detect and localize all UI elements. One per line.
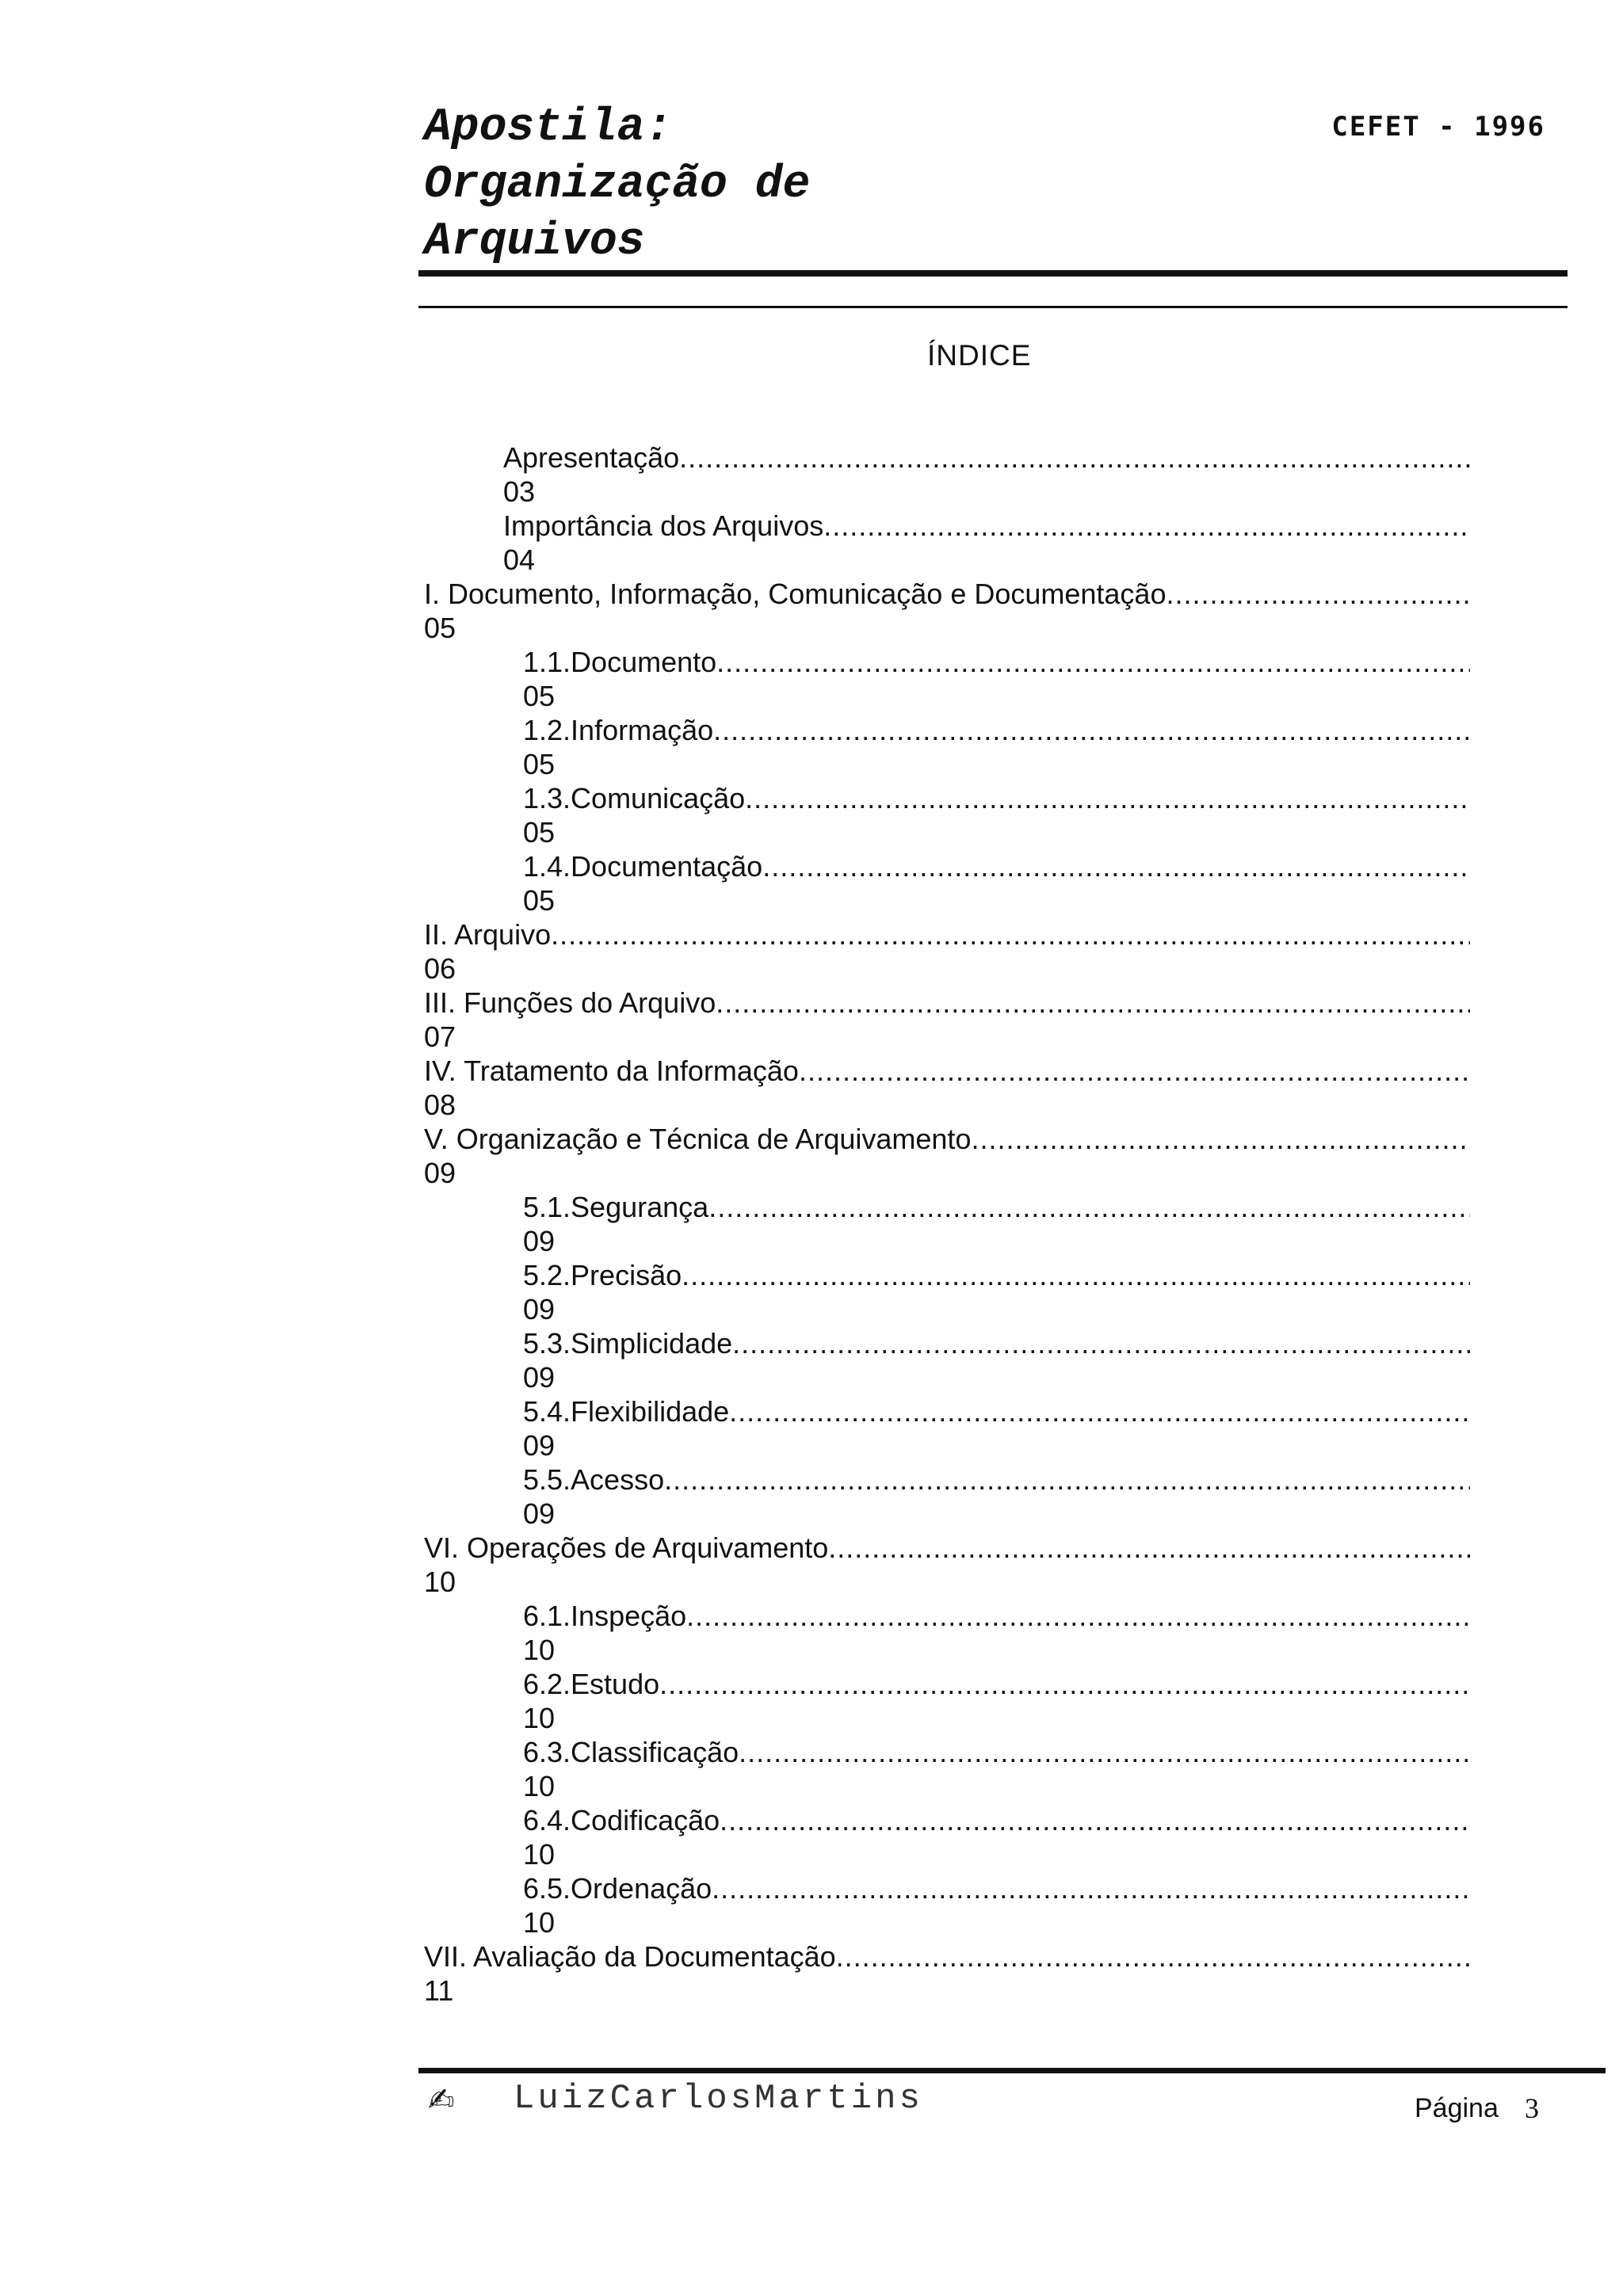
toc-entry-page: 09 [523, 1497, 556, 1530]
toc-leader-dots [659, 1667, 1470, 1701]
toc-entry-line [523, 713, 1470, 747]
toc-entry-label: Importância dos Arquivos [503, 509, 824, 542]
toc-entry [424, 1190, 1470, 1258]
toc-entry [424, 1463, 1470, 1531]
toc-entry-page: 05 [523, 884, 556, 917]
toc-entry-label: IV. Tratamento da Informação [424, 1055, 799, 1087]
toc-entry-page: 06 [424, 952, 456, 985]
toc-entry-line [523, 1394, 1470, 1428]
toc-leader-dots [716, 645, 1470, 679]
toc-entry-page: 09 [424, 1157, 456, 1189]
toc-entry-page: 11 [424, 1974, 454, 2007]
toc-entry-line [424, 986, 1470, 1020]
toc-entry-line [523, 1190, 1470, 1224]
toc-entry-line [424, 577, 1470, 611]
toc-entry-label: 5.5.Acesso [523, 1463, 665, 1496]
header-org-year: CEFET - 1996 [1331, 111, 1545, 143]
toc-leader-dots [823, 509, 1470, 543]
toc-entry-page: 10 [523, 1702, 556, 1734]
title-line: Apostila: [424, 102, 673, 154]
toc-entry-line [424, 917, 1470, 952]
toc-entry-label: 1.4.Documentação [523, 850, 763, 883]
toc-entry [424, 1054, 1470, 1122]
toc-entry [424, 1531, 1470, 1599]
toc-entry-label: VI. Operações de Arquivamento [424, 1531, 829, 1564]
toc-entry-page: 03 [503, 475, 536, 508]
toc-leader-dots [720, 1803, 1470, 1837]
toc-entry-page: 08 [424, 1089, 456, 1121]
toc-leader-dots [828, 1531, 1470, 1565]
toc-entry-page: 09 [523, 1225, 556, 1257]
toc-entry [424, 1803, 1470, 1871]
toc-entry [424, 849, 1470, 917]
toc-entry-line [424, 1531, 1470, 1565]
toc-entry-page: 09 [523, 1429, 556, 1462]
toc-entry-line [523, 1735, 1470, 1769]
toc-entry-label: V. Organização e Técnica de Arquivamento [424, 1123, 972, 1155]
toc-entry-page: 04 [503, 543, 536, 576]
toc-leader-dots [1166, 577, 1470, 611]
toc-entry-label: 6.3.Classificação [523, 1736, 739, 1768]
document-title [424, 100, 810, 271]
toc-entry [424, 1394, 1470, 1463]
toc-leader-dots [732, 1326, 1470, 1360]
writing-hand-icon: ✍ [428, 2082, 455, 2119]
toc-entry-page: 05 [523, 680, 556, 712]
toc-entry-page: 10 [523, 1906, 556, 1939]
toc-entry-page: 10 [523, 1838, 556, 1871]
toc-entry [424, 1258, 1470, 1326]
toc-leader-dots [745, 781, 1470, 815]
toc-leader-dots [713, 713, 1470, 747]
toc-entry-line [523, 1599, 1470, 1633]
toc-entry-label: 5.4.Flexibilidade [523, 1395, 730, 1428]
toc-leader-dots [739, 1735, 1470, 1769]
toc-entry-line [424, 1054, 1470, 1088]
toc-leader-dots [682, 1258, 1470, 1292]
toc-entry-label: Apresentação [503, 441, 680, 474]
toc-entry-label: 1.2.Informação [523, 714, 714, 746]
toc-entry [424, 1122, 1470, 1190]
toc-entry-line [424, 1939, 1470, 1974]
toc-entry-line [523, 645, 1470, 679]
toc-leader-dots [686, 1599, 1470, 1633]
toc-entry-line [503, 509, 1470, 543]
toc-entry [424, 645, 1470, 713]
toc-entry-label: III. Funções do Arquivo [424, 986, 716, 1019]
toc-leader-dots [716, 986, 1470, 1020]
toc-leader-dots [679, 441, 1470, 475]
toc-entry-label: II. Arquivo [424, 918, 552, 951]
toc-leader-dots [762, 849, 1470, 883]
toc-entry-page: 10 [523, 1634, 556, 1666]
toc-entry-line [523, 1871, 1470, 1905]
toc-entry-label: 6.4.Codificação [523, 1804, 720, 1836]
toc-entry [424, 1667, 1470, 1735]
toc-entry-line [424, 1122, 1470, 1156]
toc-leader-dots [708, 1190, 1470, 1224]
toc-entry [424, 917, 1470, 986]
toc-leader-dots [551, 917, 1470, 952]
toc-leader-dots [729, 1394, 1470, 1428]
toc-entry-label: VII. Avaliação da Documentação [424, 1940, 836, 1973]
toc-entry-line [523, 1803, 1470, 1837]
toc-entry-line [523, 849, 1470, 883]
toc-entry-label: 1.3.Comunicação [523, 782, 746, 814]
title-line: Arquivos [424, 216, 645, 268]
toc-entry-label: I. Documento, Informação, Comunicação e Documentação [424, 578, 1167, 610]
toc-entry [424, 577, 1470, 645]
toc-entry-page: 10 [424, 1566, 456, 1598]
toc-leader-dots [664, 1463, 1470, 1497]
toc-entry-page: 05 [523, 816, 556, 849]
toc-entry-label: 6.5.Ordenação [523, 1872, 712, 1905]
toc-entry-page: 09 [523, 1293, 556, 1325]
toc-leader-dots [971, 1122, 1470, 1156]
header-rule-thick [418, 270, 1568, 277]
toc-entry [424, 1326, 1470, 1394]
toc-entry [424, 441, 1470, 509]
footer-author: LuizCarlosMartins [514, 2079, 923, 2119]
toc-entry-page: 05 [523, 748, 556, 780]
header-rule-thin [418, 306, 1568, 308]
toc-entry [424, 1871, 1470, 1939]
toc-entry [424, 1599, 1470, 1667]
toc-entry [424, 1735, 1470, 1803]
toc-entry-label: 5.2.Precisão [523, 1259, 682, 1291]
toc-entry [424, 509, 1470, 577]
index-heading: ÍNDICE [927, 339, 1032, 372]
toc-entry [424, 713, 1470, 781]
toc-entry-line [503, 441, 1470, 475]
toc-entry-page: 07 [424, 1020, 456, 1053]
toc-entry-page: 09 [523, 1361, 556, 1394]
toc-entry-line [523, 781, 1470, 815]
toc-entry-line [523, 1326, 1470, 1360]
toc-entry-line [523, 1463, 1470, 1497]
footer-page-label: Página [1415, 2093, 1499, 2123]
footer-page-number: 3 [1525, 2092, 1539, 2124]
toc-entry-label: 6.1.Inspeção [523, 1600, 687, 1632]
toc-entry-page: 05 [424, 612, 456, 644]
toc-leader-dots [712, 1871, 1470, 1905]
toc-entry [424, 1939, 1470, 2008]
toc-entry [424, 781, 1470, 849]
toc-leader-dots [836, 1939, 1470, 1974]
footer-rule [418, 2068, 1606, 2073]
toc-leader-dots [799, 1054, 1470, 1088]
toc-entry-label: 5.1.Segurança [523, 1191, 709, 1223]
toc-entry [424, 986, 1470, 1054]
toc-entry-page: 10 [523, 1770, 556, 1802]
toc-entry-label: 1.1.Documento [523, 646, 717, 678]
toc-entry-line [523, 1667, 1470, 1701]
table-of-contents [424, 441, 1470, 2008]
title-line: Organização de [424, 159, 811, 211]
toc-entry-line [523, 1258, 1470, 1292]
toc-entry-label: 6.2.Estudo [523, 1668, 660, 1700]
toc-entry-label: 5.3.Simplicidade [523, 1327, 733, 1360]
